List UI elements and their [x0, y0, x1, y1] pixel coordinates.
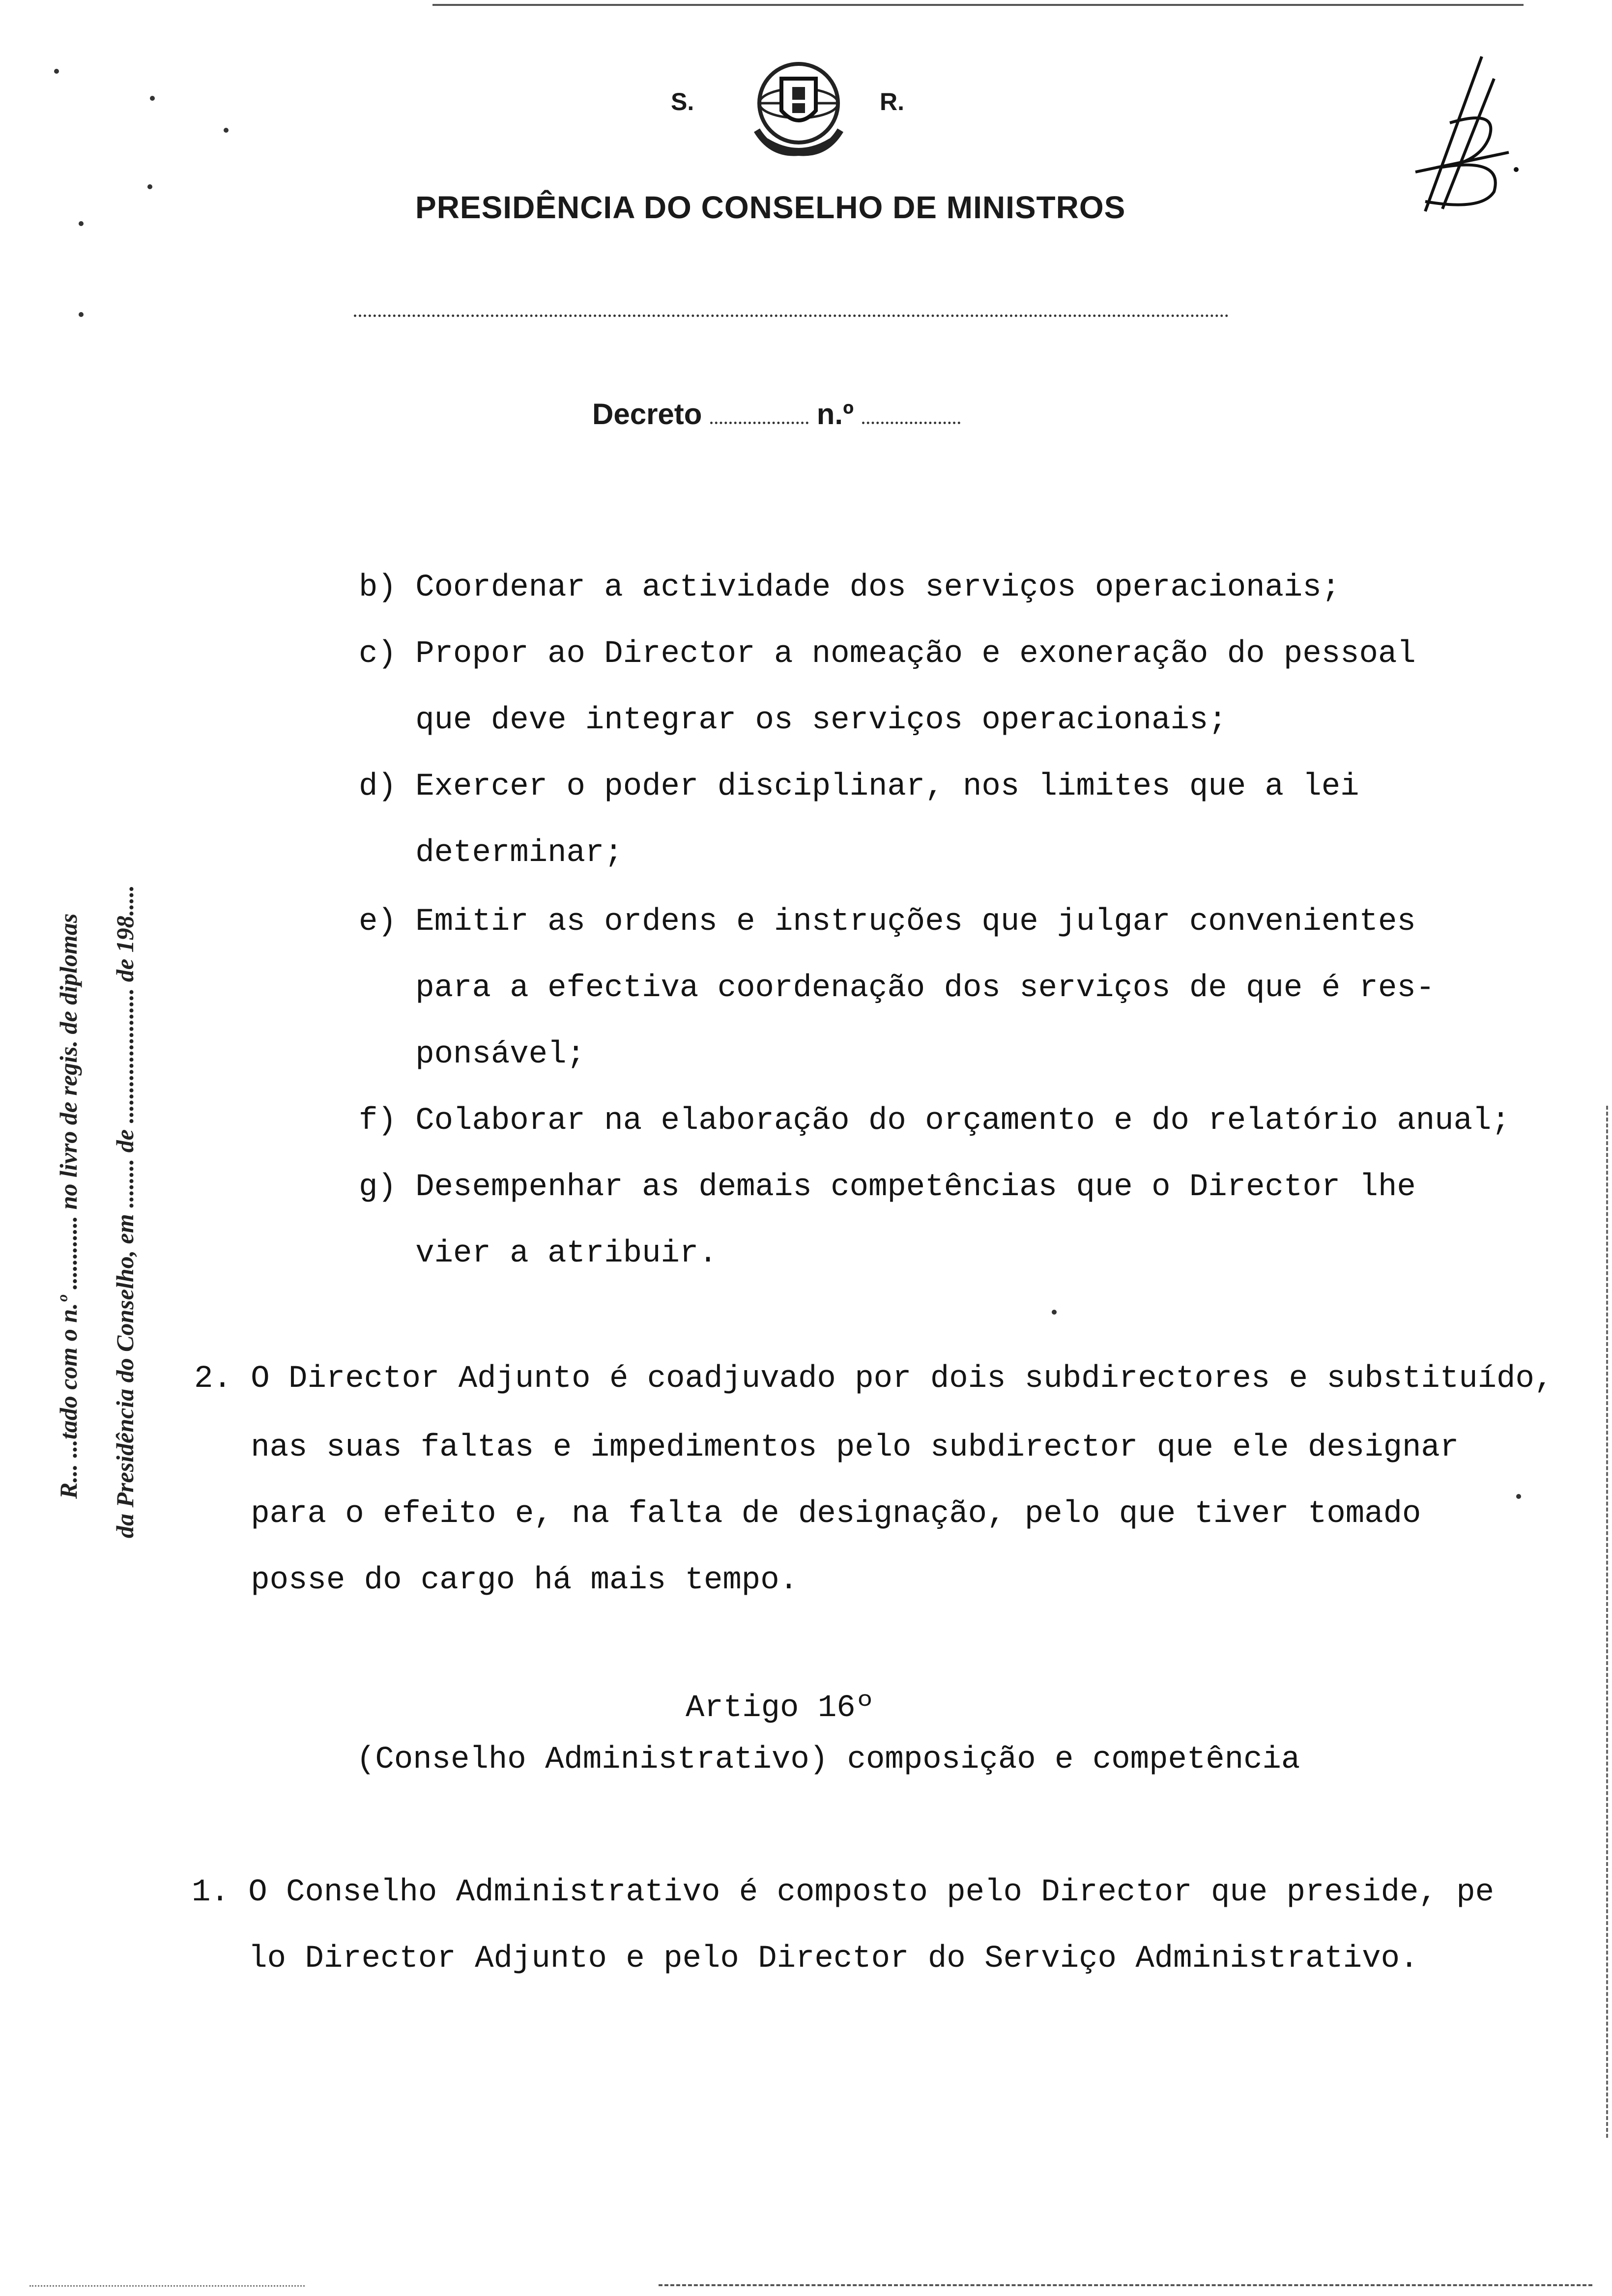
decree-line [592, 397, 960, 431]
top-rule [432, 4, 1524, 6]
header-s: S. [671, 88, 694, 115]
list-line: que deve integrar os serviços operacionais; [359, 703, 1227, 738]
decree-blank [710, 422, 808, 424]
list-line: vier a atribuir. [359, 1236, 718, 1271]
list-line: e) Emitir as ordens e instruções que julgar convenientes [359, 904, 1416, 940]
scan-speck [150, 96, 155, 101]
header-divider [354, 315, 1229, 317]
scan-speck [147, 184, 152, 189]
number-label: n.º [816, 398, 854, 430]
list-line: determinar; [359, 835, 623, 871]
list-line: f) Colaborar na elaboração do orçamento e do relatório anual; [359, 1103, 1510, 1139]
scan-bottom-artifact [659, 2284, 1592, 2286]
signature-mark [1396, 49, 1524, 216]
list-line: para a efectiva coordenação dos serviços de que é res- [359, 971, 1435, 1006]
margin-note-line1: R... ...tado com o n.º ............ no livro de regis. de diplomas [55, 913, 82, 1499]
coat-of-arms-icon [742, 57, 855, 162]
article-number: Artigo 16º [686, 1691, 875, 1726]
scan-speck [1516, 1494, 1521, 1499]
list-line: c) Propor ao Director a nomeação e exoneração do pessoal [359, 636, 1416, 672]
article-title: (Conselho Administrativo) composição e competência [356, 1742, 1300, 1778]
page-title: PRESIDÊNCIA DO CONSELHO DE MINISTROS [415, 190, 1126, 225]
list-line: ponsável; [359, 1037, 585, 1072]
scan-speck [79, 312, 84, 317]
paragraph-line: para o efeito e, na falta de designação, pelo que tiver tomado [194, 1496, 1421, 1532]
header-r: R. [880, 88, 904, 115]
paragraph-line: posse do cargo há mais tempo. [194, 1563, 798, 1598]
scan-speck [224, 128, 229, 133]
scan-bottom-artifact [29, 2285, 305, 2287]
list-line: d) Exercer o poder disciplinar, nos limites que a lei [359, 769, 1359, 804]
scan-speck [1052, 1310, 1057, 1315]
list-line: b) Coordenar a actividade dos serviços operacionais; [359, 570, 1341, 605]
scan-speck [79, 221, 84, 226]
decree-label: Decreto [592, 398, 702, 430]
margin-note-line2: da Presidência do Conselho, em ........ de ...................... de 198..... [111, 885, 139, 1538]
paragraph-line: 1. O Conselho Administrativo é composto pelo Director que preside, pe [192, 1875, 1495, 1910]
paragraph-line: lo Director Adjunto e pelo Director do Serviço Administrativo. [192, 1941, 1419, 1977]
paragraph-line: 2. O Director Adjunto é coadjuvado por dois subdirectores e substituído, [194, 1361, 1554, 1397]
scan-speck [54, 69, 59, 74]
scan-edge-artifact [1606, 1106, 1608, 2138]
number-blank [862, 422, 960, 424]
list-line: g) Desempenhar as demais competências que o Director lhe [359, 1170, 1416, 1205]
paragraph-line: nas suas faltas e impedimentos pelo subdirector que ele designar [194, 1430, 1459, 1465]
